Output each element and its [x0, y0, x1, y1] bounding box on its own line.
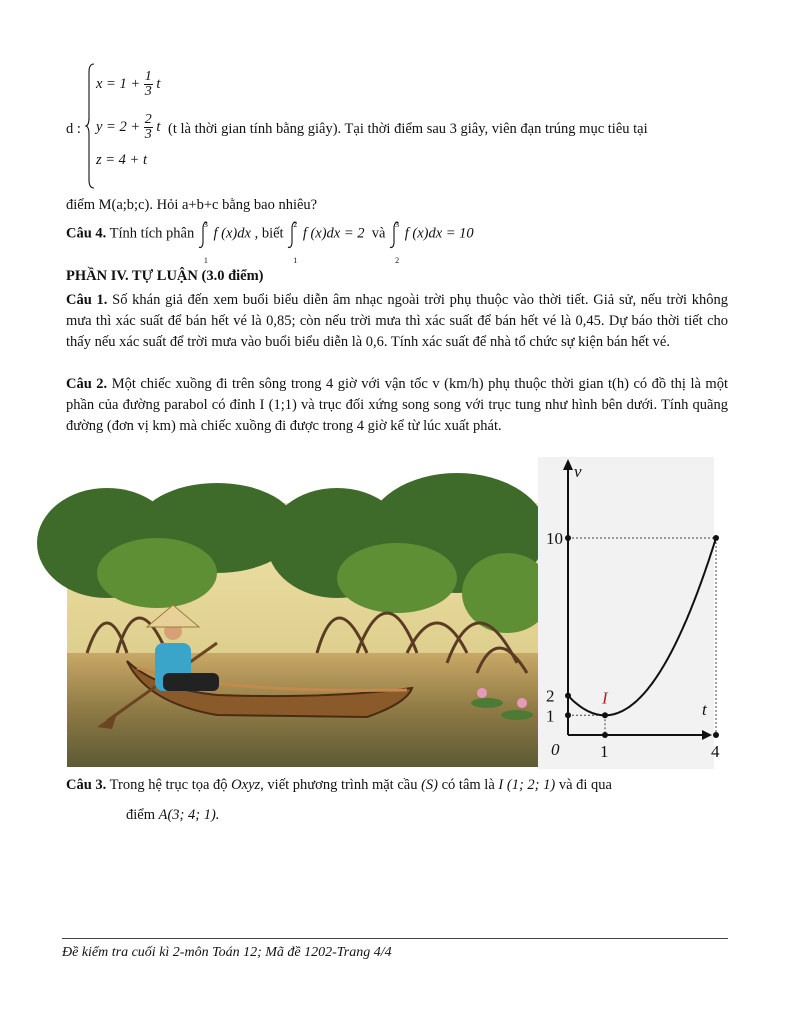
question4: Câu 4. Tính tích phân 3 1 f (x)dx , biết 2 1 f (x)dx = 2 và 3 2 f (x)dx = 10 — [66, 217, 474, 251]
page-footer: Đề kiểm tra cuối kì 2-môn Toán 12; Mã đề 1202-Trang 4/4 — [62, 945, 392, 960]
system-tail-text: (t là thời gian tính bằng giây). Tại thời điểm sau 3 giây, viên đạn trúng mục tiêu tại — [168, 121, 648, 137]
key-point — [602, 732, 608, 738]
vertex-label: I — [602, 688, 608, 708]
system-label: d : — [66, 121, 81, 137]
v-axis-label: v — [574, 462, 582, 481]
key-point — [713, 732, 719, 738]
key-point — [565, 535, 571, 541]
essay-question1: Câu 1. Số khán giả đến xem buổi biểu diễn âm nhạc ngoài trời phụ thuộc vào thời tiết. Giả sử, nếu trời không mưa thì xác suất để bán hết vé là 0,85; còn nếu trời mưa thì xác suất để bán hết vé là 0,45. Dự báo thời tiết cho thấy nếu xác suất để trời mưa vào buổi biểu diễn là 0,6. Tính xác suất để nhà tổ chức sự kiện bán hết vé. — [66, 292, 729, 350]
t-axis-label: t — [702, 700, 707, 719]
key-point — [713, 535, 719, 541]
key-point — [565, 693, 571, 699]
footer-divider — [62, 938, 728, 939]
y-tick-label: 2 — [546, 686, 555, 706]
y-tick-label: 10 — [546, 529, 563, 548]
essay-question2: Câu 2. Một chiếc xuồng đi trên sông trong 4 giờ với vận tốc v (km/h) phụ thuộc thời gian t(h) có đồ thị là một phần của đường parabol có đỉnh I (1;1) và trục đối xứng song song với trục tung như hình bên dưới. Tính quãng đường (đơn vị km) mà chiếc xuồng đi được trong 4 giờ kể từ lúc xuất phát. — [66, 376, 728, 434]
key-point — [602, 712, 608, 718]
system-y-row: y = 2 + $\frac{2}{3}$ t — [96, 112, 161, 142]
fraction-2-3: $\frac{2}{3}$ — [144, 112, 152, 142]
x-tick-label: 4 — [711, 742, 720, 761]
part4-title: PHẦN IV. TỰ LUẬN (3.0 điểm) — [66, 268, 264, 284]
essay-question3-line1: Câu 3. Trong hệ trục tọa độ Oxyz, viết phương trình mặt cầu (S) có tâm là I (1; 2; 1) và đi qua — [66, 777, 612, 793]
y-tick-label: 1 — [546, 706, 555, 726]
x-tick-label: 1 — [600, 742, 609, 761]
origin-label: 0 — [551, 740, 560, 759]
system-z-row: z = 4 + t — [96, 152, 147, 168]
graph-background — [538, 457, 714, 769]
boat-illustration — [67, 503, 539, 767]
integral-sign: 3 2 — [389, 217, 401, 251]
fraction-1-3: $\frac{1}{3}$ — [144, 69, 152, 99]
velocity-graph — [538, 457, 720, 769]
essay-question3-line2: điểm A(3; 4; 1). — [126, 807, 220, 823]
system-brace — [86, 62, 96, 190]
key-point — [565, 712, 571, 718]
question3-continuation: điểm M(a;b;c). Hỏi a+b+c bằng bao nhiêu? — [66, 197, 318, 213]
integral-sign: 2 1 — [287, 217, 299, 251]
system-x-row: x = 1 + $\frac{1}{3}$ t — [96, 69, 161, 99]
integral-sign: 3 1 — [198, 217, 210, 251]
